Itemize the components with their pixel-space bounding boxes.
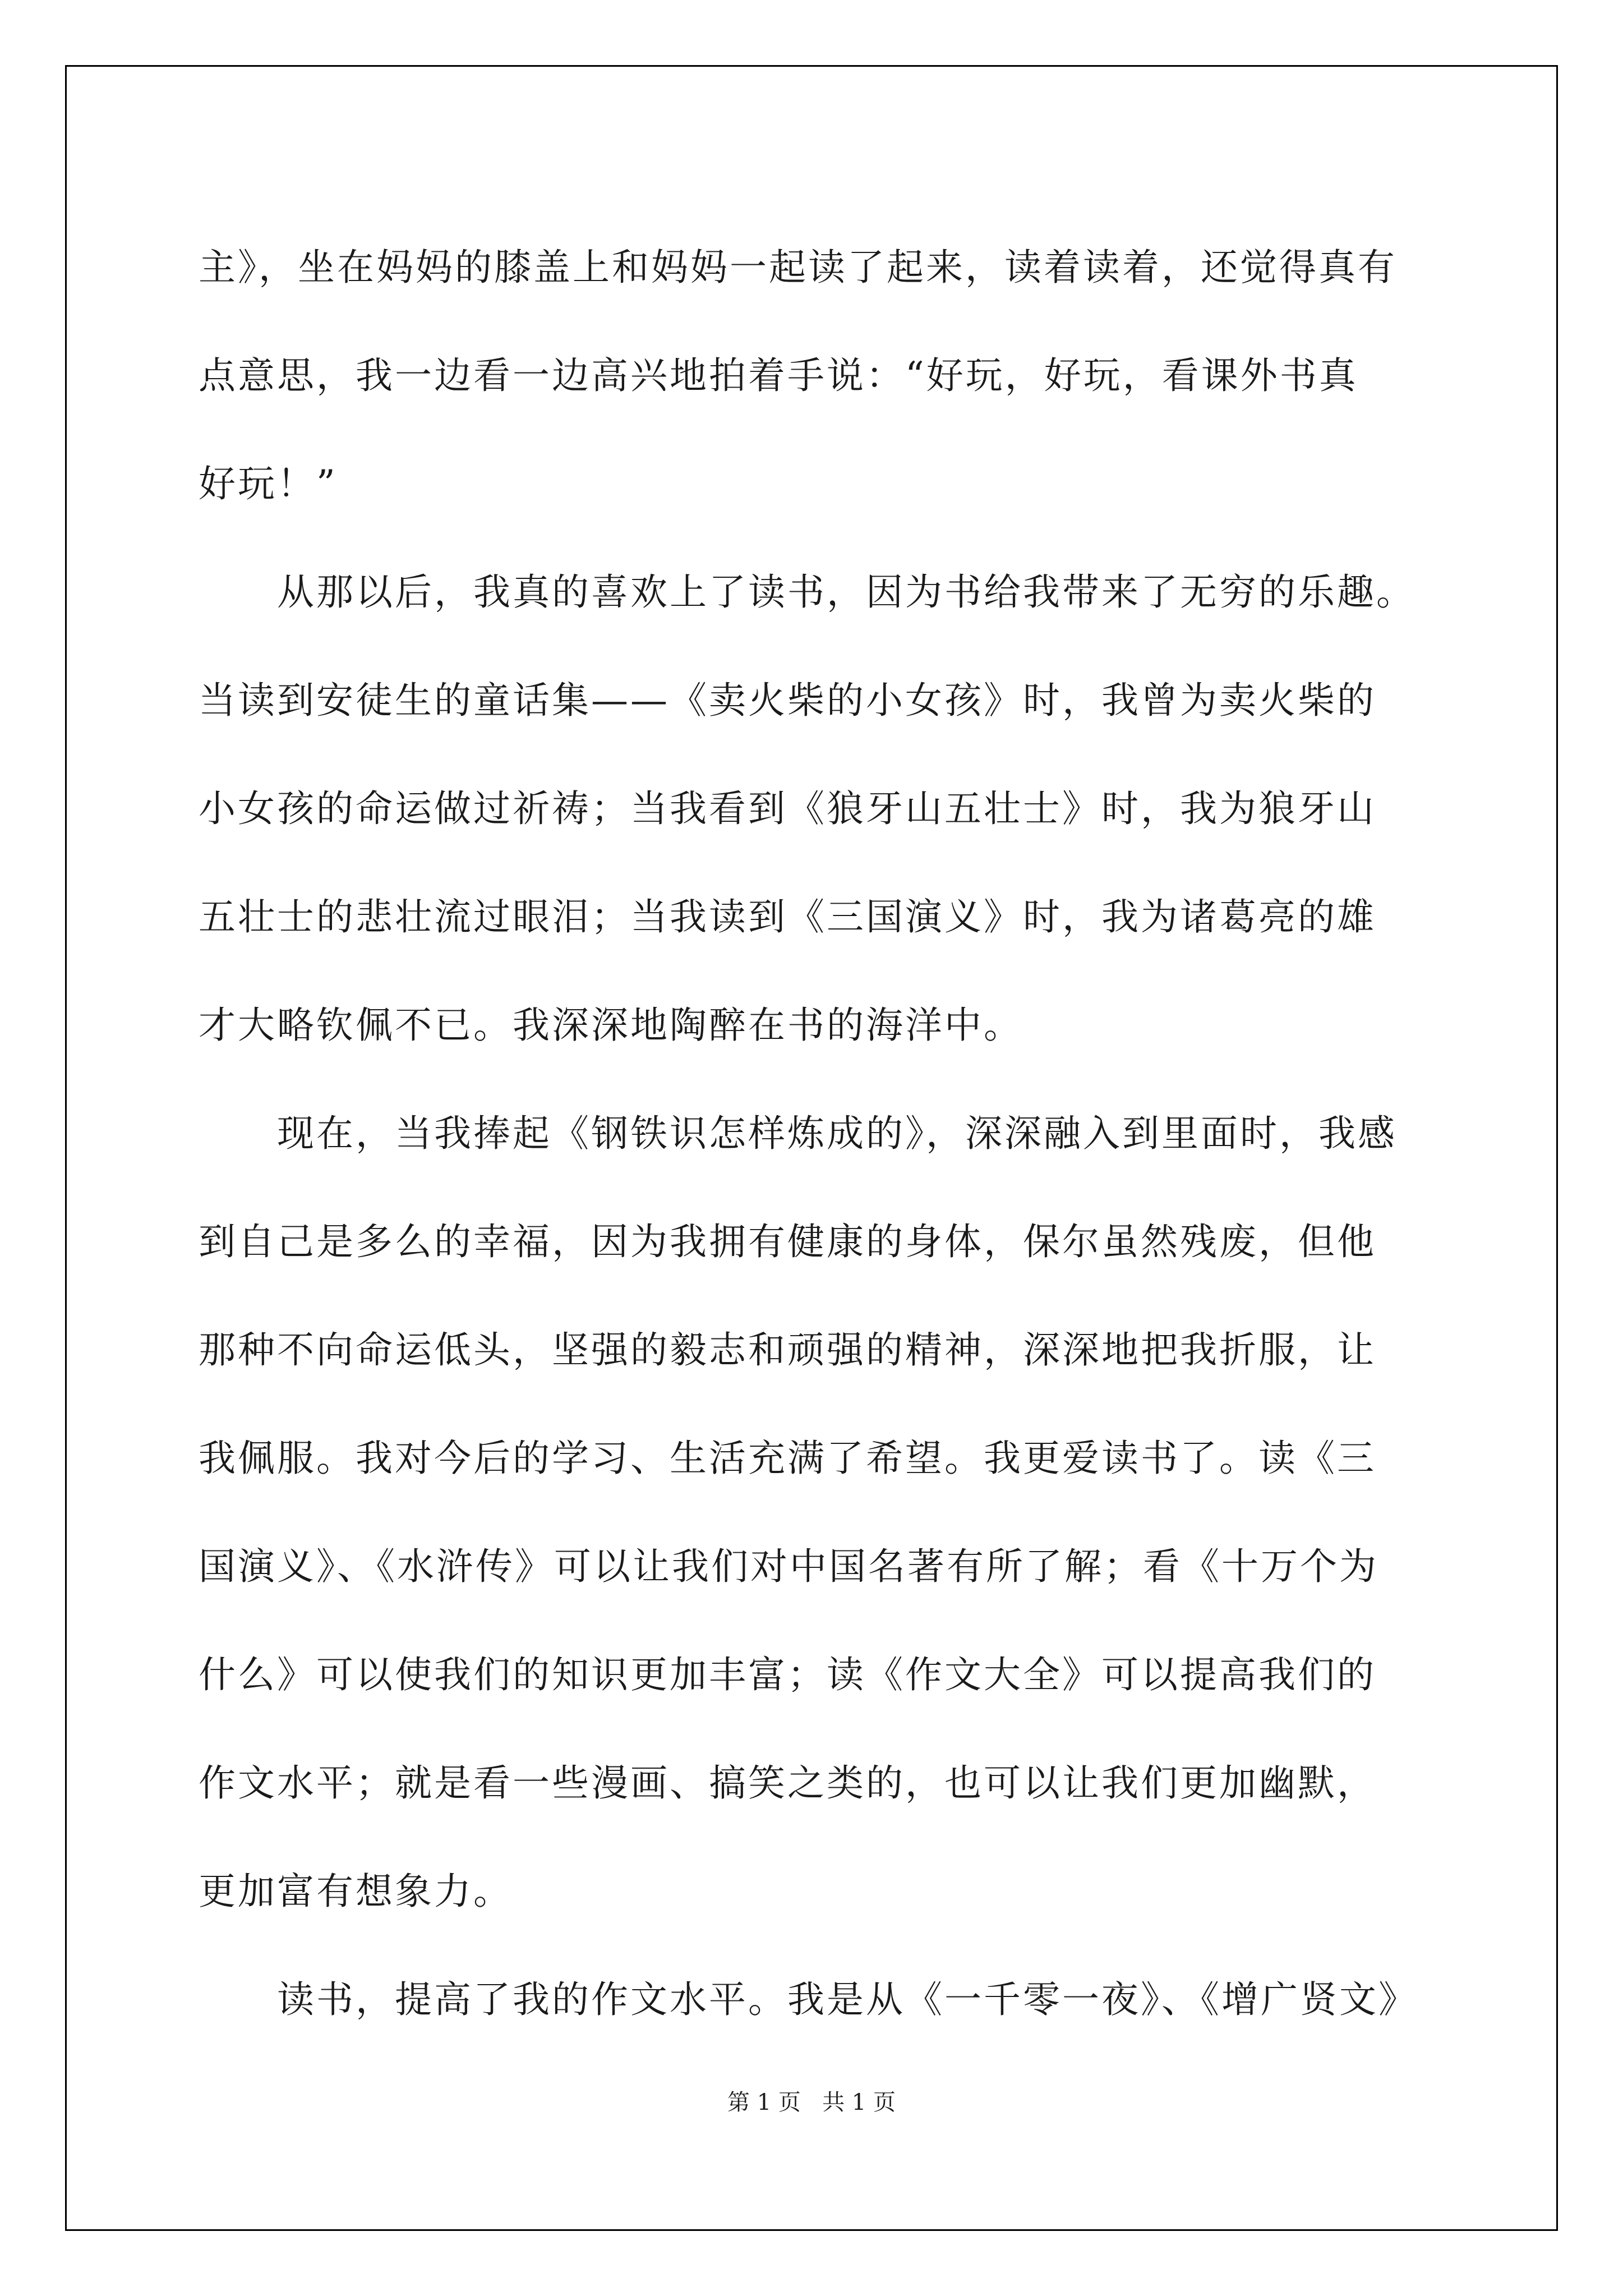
text-line: 才大略钦佩不已。我深深地陶醉在书的海洋中。 (199, 1004, 1023, 1047)
text-line: 点意思，我一边看一边高兴地拍着手说：“好玩，好玩，看课外书真 (199, 354, 1358, 397)
document-body (199, 213, 1432, 2054)
text-line: 小女孩的命运做过祈祷；当我看到《狼牙山五壮士》时，我为狼牙山 (199, 787, 1376, 830)
paragraph-first-line: 从那以后，我真的喜欢上了读书，因为书给我带来了无穷的乐趣。 (277, 570, 1415, 614)
paragraph-first-line: 读书，提高了我的作文水平。我是从《一千零一夜》、《增广贤文》 (277, 1978, 1418, 2021)
text-line: 好玩！” (199, 462, 338, 505)
text-line: 那种不向命运低头，坚强的毅志和顽强的精神，深深地把我折服，让 (199, 1328, 1376, 1372)
text-line: 我佩服。我对今后的学习、生活充满了希望。我更爱读书了。读《三 (199, 1437, 1376, 1480)
page-number-footer: 第 1 页 共 1 页 (727, 2090, 896, 2115)
text-line: 五壮士的悲壮流过眼泪；当我读到《三国演义》时，我为诸葛亮的雄 (199, 895, 1376, 938)
text-line: 主》，坐在妈妈的膝盖上和妈妈一起读了起来，读着读着，还觉得真有 (199, 246, 1397, 289)
text-line: 作文水平；就是看一些漫画、搞笑之类的，也可以让我们更加幽默， (199, 1761, 1376, 1805)
text-line: 当读到安徒生的童话集——《卖火柴的小女孩》时，我曾为卖火柴的 (199, 679, 1376, 722)
text-line: 国演义》、《水浒传》可以让我们对中国名著有所了解；看《十万个为 (199, 1545, 1378, 1588)
text-line: 更加富有想象力。 (199, 1870, 513, 1913)
text-line: 什么》可以使我们的知识更加丰富；读《作文大全》可以提高我们的 (199, 1653, 1376, 1696)
paragraph-first-line: 现在，当我捧起《钢铁识怎样炼成的》，深深融入到里面时，我感 (277, 1112, 1397, 1155)
text-line: 到自己是多么的幸福，因为我拥有健康的身体，保尔虽然残废，但他 (199, 1220, 1376, 1263)
